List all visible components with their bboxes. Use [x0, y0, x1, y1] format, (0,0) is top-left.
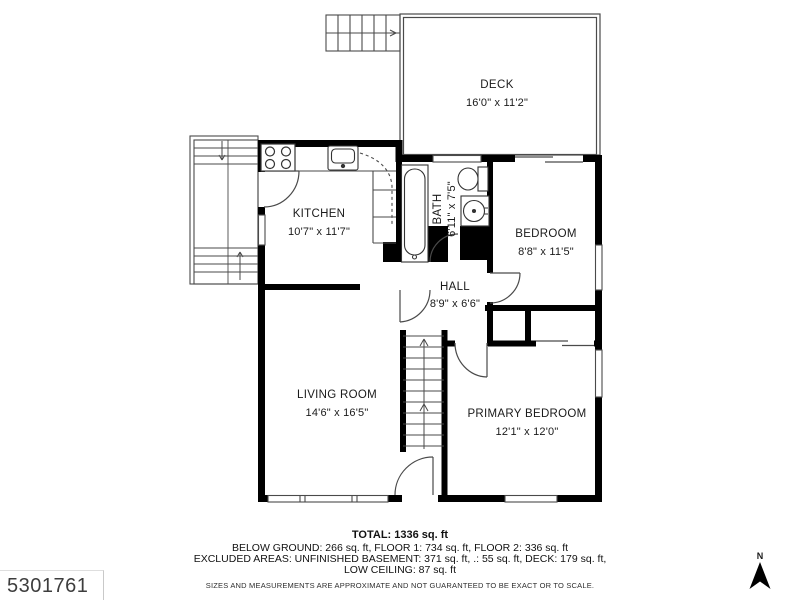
room-dims-primary: 12'1" x 12'0" — [495, 426, 559, 438]
door-hall-bedroom — [490, 273, 520, 303]
room-label-deck: DECK — [480, 79, 514, 91]
window-bath-top — [433, 156, 481, 163]
room-label-primary: PRIMARY BEDROOM — [467, 408, 587, 420]
stove-icon — [261, 144, 295, 171]
porch-outline — [190, 136, 258, 284]
toilet-icon — [458, 167, 488, 191]
window-living-bottom — [268, 496, 388, 503]
door-entry — [395, 457, 433, 495]
room-dims-living: 14'6" x 16'5" — [305, 407, 369, 419]
disclaimer: SIZES AND MEASUREMENTS ARE APPROXIMATE AND NOT GUARANTEED TO BE EXACT OR TO SCALE. — [205, 581, 595, 590]
window-primary-right — [596, 350, 603, 397]
staircase — [403, 336, 444, 449]
kitchen-sink-icon — [328, 146, 358, 170]
summary-total: TOTAL: 1336 sq. ft — [351, 529, 449, 541]
room-dims-kitchen: 10'7" x 11'7" — [287, 226, 351, 238]
room-label-living: LIVING ROOM — [297, 389, 377, 401]
slider-primary-closet — [536, 341, 594, 346]
summary-low-ceiling: LOW CEILING: 87 sq. ft — [343, 564, 457, 576]
room-label-kitchen: KITCHEN — [292, 208, 346, 220]
room-dims-deck: 16'0" x 11'2" — [465, 97, 529, 109]
bath-sink-icon — [461, 196, 489, 226]
room-dims-hall: 8'9" x 6'6" — [429, 298, 481, 310]
north-label: N — [756, 551, 764, 561]
room-label-hall: HALL — [440, 281, 470, 293]
window-kitchen-left — [259, 215, 266, 245]
door-hall-primary — [455, 343, 487, 377]
room-dims-bath: 6'11" x 7'5" — [446, 181, 458, 237]
summary-floors: BELOW GROUND: 266 sq. ft, FLOOR 1: 734 sq. ft, FLOOR 2: 336 sq. ft — [231, 542, 569, 554]
window-primary-bottom — [505, 496, 557, 503]
exterior-walls — [258, 140, 602, 502]
room-dims-bedroom: 8'8" x 11'5" — [518, 246, 574, 258]
listing-id: 5301761 — [0, 570, 104, 600]
door-porch-kitchen — [264, 171, 299, 207]
slider-bedroom-deck — [515, 157, 583, 162]
room-label-bath: BATH — [432, 193, 444, 225]
deck-stairs — [326, 15, 400, 51]
window-bedroom-right — [596, 245, 603, 290]
room-label-bedroom: BEDROOM — [515, 228, 577, 240]
door-hall-kitchen — [400, 290, 430, 322]
summary-excluded: EXCLUDED AREAS: UNFINISHED BASEMENT: 371 sq. ft, .: 55 sq. ft, DECK: 179 sq. ft, — [193, 553, 607, 565]
bathtub-icon — [402, 165, 429, 262]
